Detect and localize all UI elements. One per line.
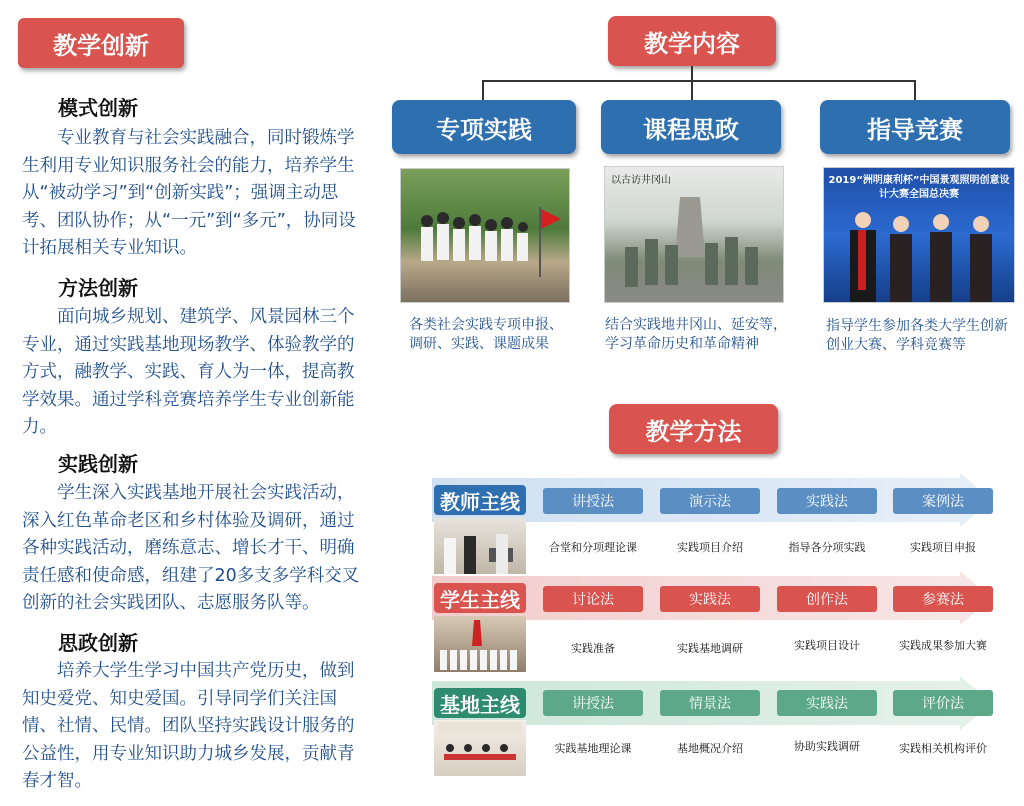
photo-competition: [823, 167, 1015, 303]
meeting-illustration: [434, 720, 526, 776]
pill-base-2: 情景法: [660, 690, 760, 716]
desc-student-2: 实践基地调研: [677, 642, 743, 655]
desc-student-3: 实践项目设计: [794, 639, 860, 652]
row-label-base: 基地主线: [434, 688, 526, 718]
soldiers-illustration: [605, 167, 783, 302]
connector-left: [482, 80, 484, 100]
desc-teacher-4: 实践项目申报: [910, 541, 976, 554]
desc-teacher-3: 指导各分项实践: [788, 541, 866, 554]
pill-base-3: 实践法: [777, 690, 877, 716]
pill-student-2: 实践法: [660, 586, 760, 612]
desc-base-3: 协助实践调研: [794, 740, 860, 753]
pill-teacher-2: 演示法: [660, 488, 760, 514]
connector-horizontal: [482, 80, 916, 82]
teacher-illustration: [434, 518, 526, 574]
methods-title: 教学方法: [609, 404, 778, 454]
row-label-teacher: 教师主线: [434, 485, 526, 515]
desc-base-1: 实践基地理论课: [554, 742, 632, 755]
pill-teacher-4: 案例法: [893, 488, 993, 514]
section-heading-practice: 实践创新: [58, 452, 138, 476]
section-text-practice: 学生深入实践基地开展社会实践活动，深入红色革命老区和乡村体验及调研，通过各种实践活动，磨练意志、增长才干、明确责任感和使命感，组建了20多支多学科交叉创新的社会实践团队、志愿服务队等。: [22, 483, 360, 613]
section-text-method: 面向城乡规划、建筑学、风景园林三个专业，通过实践基地现场教学、体验教学的方式，融教学、实践、育人为一体，提高教学效果。通过学科竞赛培养学生专业创新能力。: [22, 307, 355, 437]
caption-special-practice: 各类社会实践专项申报、调研、实践、课题成果: [409, 317, 563, 352]
desc-base-4: 实践相关机构评价: [899, 742, 987, 755]
photo-teacher-line: [434, 518, 526, 574]
pill-teacher-3: 实践法: [777, 488, 877, 514]
pill-teacher-1: 讲授法: [543, 488, 643, 514]
desc-teacher-1: 合堂和分项理论课: [549, 541, 637, 554]
content-title: 教学内容: [608, 16, 776, 66]
pill-base-1: 讲授法: [543, 690, 643, 716]
photo-student-line: [434, 616, 526, 672]
photo-base-line: [434, 720, 526, 776]
section-heading-ideology: 思政创新: [58, 631, 138, 655]
desc-student-1: 实践准备: [571, 642, 615, 655]
content-item-competition: 指导竞赛: [820, 100, 1010, 154]
pill-base-4: 评价法: [893, 690, 993, 716]
pill-student-4: 参赛法: [893, 586, 993, 612]
pill-student-1: 讨论法: [543, 586, 643, 612]
photo-inscription: 以古访井冈山: [611, 175, 671, 186]
photo-jinggangshan: [604, 166, 784, 303]
connector-vertical: [691, 66, 693, 81]
content-item-special-practice: 专项实践: [392, 100, 576, 154]
row-label-student: 学生主线: [434, 583, 526, 613]
competition-banner: 2019“洲明康利杯”中国景观照明创意设计大赛全国总决赛: [828, 175, 1010, 200]
section-heading-method: 方法创新: [58, 276, 138, 300]
desc-base-2: 基地概况介绍: [677, 742, 743, 755]
connector-right: [914, 80, 916, 100]
photo-students-field: [400, 168, 570, 303]
caption-competition: 指导学生参加各类大学生创新创业大赛、学科竞赛等: [826, 318, 1008, 353]
section-text-mode: 专业教育与社会实践融合，同时锻炼学生利用专业知识服务社会的能力，培养学生从“被动学习”到“创新实践”；强调主动思考、团队协作；从“一元”到“多元”，协同设计拓展相关专业知识。: [22, 128, 356, 258]
section-heading-mode: 模式创新: [58, 96, 138, 120]
connector-middle: [691, 80, 693, 100]
caption-course-ideology: 结合实践地井冈山、延安等，学习革命历史和革命精神: [605, 317, 787, 352]
desc-teacher-2: 实践项目介绍: [677, 541, 743, 554]
pill-student-3: 创作法: [777, 586, 877, 612]
content-item-course-ideology: 课程思政: [601, 100, 781, 154]
desc-student-4: 实践成果参加大赛: [899, 639, 987, 652]
section-text-ideology: 培养大学生学习中国共产党历史，做到知史爱党、知史爱国。引导同学们关注国情、社情、民情。团队坚持实践设计服务的公益性，用专业知识助力城乡发展，贡献青春才智。: [22, 661, 355, 791]
innovation-title: 教学创新: [18, 18, 184, 68]
student-group-illustration: [434, 616, 526, 672]
people-illustration: [401, 169, 569, 302]
